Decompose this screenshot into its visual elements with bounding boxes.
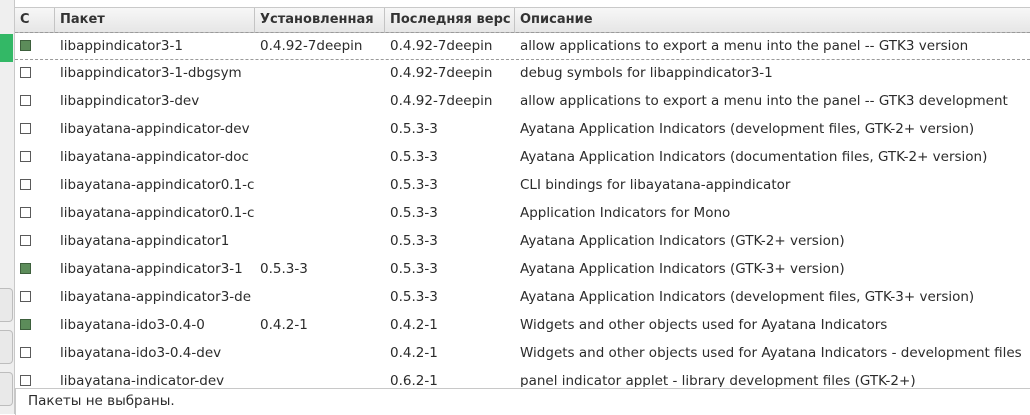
package-checkbox[interactable] [20, 67, 31, 78]
package-checkbox[interactable] [20, 151, 31, 162]
latest-version: 0.5.3-3 [390, 289, 438, 305]
selected-category-indicator [0, 34, 13, 62]
latest-version: 0.4.2-1 [390, 345, 438, 361]
installed-version: 0.4.92-7deepin [260, 38, 363, 54]
package-name: libayatana-appindicator0.1-c [60, 205, 255, 221]
table-row[interactable] [15, 368, 1030, 387]
package-name: libayatana-appindicator3-de [60, 289, 252, 305]
column-header-description[interactable]: Описание [520, 12, 593, 27]
latest-version: 0.5.3-3 [390, 149, 438, 165]
table-row[interactable] [15, 200, 1030, 228]
latest-version: 0.6.2-1 [390, 373, 438, 387]
side-button[interactable] [0, 330, 13, 364]
latest-version: 0.5.3-3 [390, 261, 438, 277]
package-name: libayatana-appindicator-dev [60, 121, 250, 137]
installed-version [260, 60, 385, 88]
package-name: libappindicator3-dev [60, 93, 200, 109]
package-description: Ayatana Application Indicators (documentation files, GTK-2+ version) [520, 149, 988, 165]
status-text: Пакеты не выбраны. [28, 393, 175, 409]
package-checkbox[interactable] [20, 263, 31, 274]
package-description: Ayatana Application Indicators (GTK-2+ version) [520, 233, 845, 249]
installed-version [260, 228, 385, 256]
package-description: Application Indicators for Mono [520, 205, 731, 221]
package-checkbox[interactable] [20, 375, 31, 386]
package-checkbox[interactable] [20, 347, 31, 358]
package-description: panel indicator applet - library development files (GTK-2+) [520, 373, 916, 387]
installed-version [260, 172, 385, 200]
package-checkbox[interactable] [20, 291, 31, 302]
installed-version [260, 88, 385, 116]
package-table [15, 7, 1030, 387]
package-name: libayatana-appindicator-doc [60, 149, 249, 165]
package-description: allow applications to export a menu into the panel -- GTK3 version [520, 38, 969, 54]
package-name: libayatana-ido3-0.4-dev [60, 345, 222, 361]
table-row[interactable] [15, 172, 1030, 200]
installed-version [260, 368, 385, 387]
latest-version: 0.5.3-3 [390, 177, 438, 193]
installed-version: 0.5.3-3 [260, 261, 308, 277]
column-header-latest[interactable]: Последняя верс [385, 8, 515, 32]
package-description: debug symbols for libappindicator3-1 [520, 65, 773, 81]
package-name: libayatana-appindicator1 [60, 233, 230, 249]
package-checkbox[interactable] [20, 40, 31, 51]
package-checkbox[interactable] [20, 235, 31, 246]
package-name: libappindicator3-1-dbgsym [60, 65, 242, 81]
package-name: libayatana-indicator-dev [60, 373, 225, 387]
left-panel-edge [0, 0, 15, 414]
column-header-package[interactable]: Пакет [55, 8, 255, 32]
table-row[interactable] [15, 88, 1030, 116]
latest-version: 0.4.92-7deepin [390, 93, 493, 109]
table-row[interactable] [15, 284, 1030, 312]
side-button[interactable] [0, 372, 13, 406]
latest-version: 0.5.3-3 [390, 205, 438, 221]
column-header-installed[interactable]: Установленная [255, 8, 385, 32]
package-name: libayatana-appindicator3-1 [60, 261, 243, 277]
package-checkbox[interactable] [20, 207, 31, 218]
installed-version [260, 144, 385, 172]
package-checkbox[interactable] [20, 95, 31, 106]
installed-version [260, 284, 385, 312]
latest-version: 0.4.92-7deepin [390, 38, 493, 54]
side-button[interactable] [0, 288, 13, 322]
latest-version: 0.4.2-1 [390, 317, 438, 333]
package-description: Ayatana Application Indicators (GTK-3+ version) [520, 261, 845, 277]
column-header-check[interactable]: С [15, 8, 55, 32]
table-row[interactable] [15, 32, 1030, 60]
table-header [15, 7, 1030, 33]
table-row[interactable] [15, 144, 1030, 172]
package-description: allow applications to export a menu into the panel -- GTK3 development [520, 93, 1008, 109]
package-description: Ayatana Application Indicators (development files, GTK-2+ version) [520, 121, 975, 137]
package-checkbox[interactable] [20, 319, 31, 330]
latest-version: 0.4.92-7deepin [390, 65, 493, 81]
package-description: Widgets and other objects used for Ayatana Indicators [520, 317, 888, 333]
table-row[interactable] [15, 116, 1030, 144]
package-description: Widgets and other objects used for Ayatana Indicators - development files [520, 345, 1022, 361]
status-bar [15, 388, 1030, 415]
installed-version [260, 116, 385, 144]
table-row[interactable] [15, 340, 1030, 368]
package-name: libappindicator3-1 [60, 38, 183, 54]
package-checkbox[interactable] [20, 123, 31, 134]
package-description: Ayatana Application Indicators (development files, GTK-3+ version) [520, 289, 975, 305]
latest-version: 0.5.3-3 [390, 233, 438, 249]
installed-version: 0.4.2-1 [260, 317, 308, 333]
package-name: libayatana-ido3-0.4-0 [60, 317, 205, 333]
package-name: libayatana-appindicator0.1-c [60, 177, 255, 193]
installed-version [260, 200, 385, 228]
package-description: CLI bindings for libayatana-appindicator [520, 177, 791, 193]
table-row[interactable] [15, 312, 1030, 340]
table-row[interactable] [15, 256, 1030, 284]
table-row[interactable] [15, 60, 1030, 88]
installed-version [260, 340, 385, 368]
latest-version: 0.5.3-3 [390, 121, 438, 137]
package-checkbox[interactable] [20, 179, 31, 190]
table-row[interactable] [15, 228, 1030, 256]
